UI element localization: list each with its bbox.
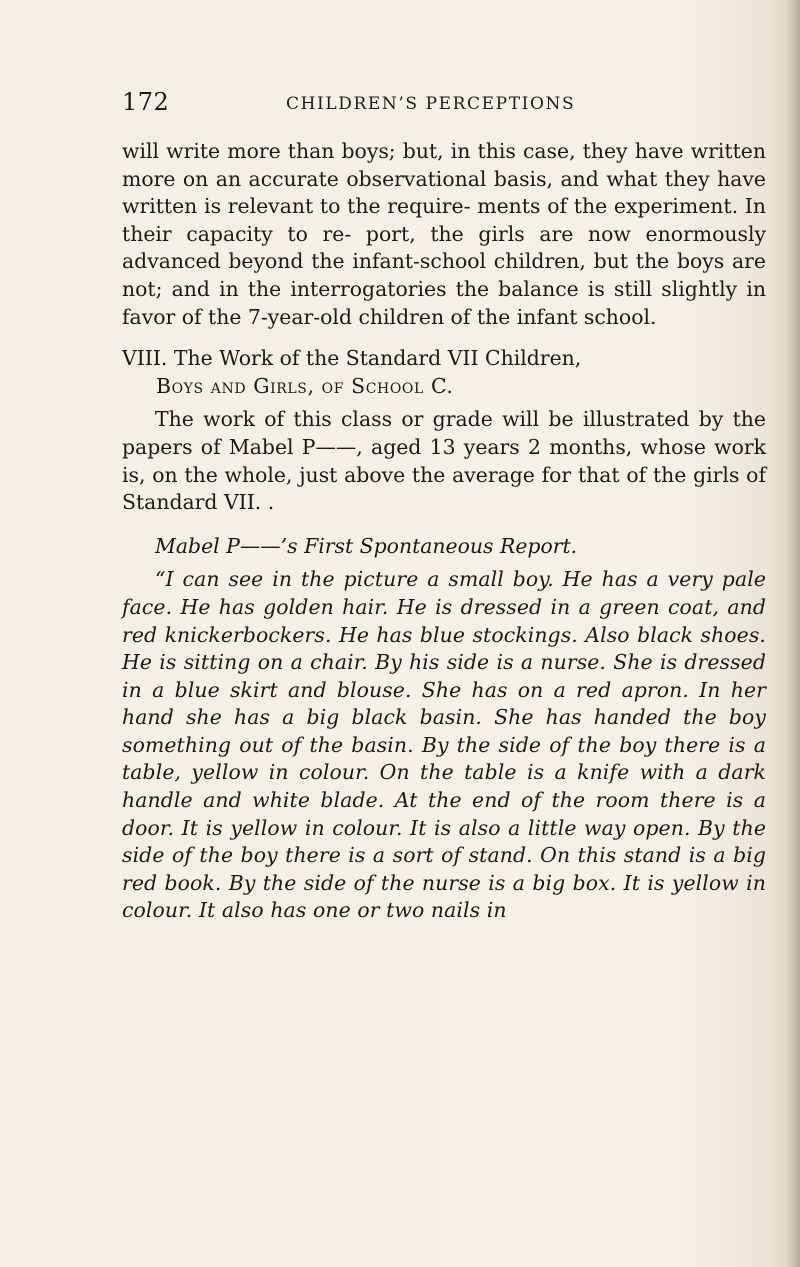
- section-heading-line-2: Boys and Girls, of School C.: [156, 373, 454, 398]
- report-title: Mabel P——’s First Spontaneous Report.: [155, 533, 578, 558]
- section-heading-line-1: VIII. The Work of the Standard VII Children,: [122, 346, 582, 371]
- running-head: [0, 88, 800, 128]
- paragraph-intro: The work of this class or grade will be illustrated by the papers of Mabel P——, aged 13 years 2 months, whose work is, on the whole, just above the average for that of the girls of Standard VII. .: [122, 407, 766, 515]
- report-text: “I can see in the picture a small boy. He has a very pale face. He has golden hair. He is dressed in a green coat, and red knickerbockers. He has blue stockings. Also black shoes. He is sitting on a chair. By his side is a nurse. She is dressed in a blue skirt and blouse. She has on a red apron. In her hand she has a big black basin. She has handed the boy something out of the basin. By the side of the boy there is a table, yellow in colour. On the table is a knife with a dark handle and white blade. At the end of the room there is a door. It is yellow in colour. It is also a little way open. By the side of the boy there is a sort of stand. On this stand is a big red book. By the side of the nurse is a big box. It is yellow in colour. It also has one or two nails in: [122, 567, 766, 923]
- page-number: 172: [122, 88, 170, 116]
- paragraph-continuation: will write more than boys; but, in this case, they have written more on an accurate observational basis, and what they have written is relevant to the require- ments of the experiment. In their capacity to re- port, the girls are now enormously advanced beyond the infant-school children, but the boys are not; and in the interrogatories the balance is still slightly in favor of the 7-year-old children of the infant school.: [122, 139, 766, 329]
- page-edge-shadow: [786, 0, 800, 1267]
- section-heading: [122, 345, 766, 400]
- running-title: CHILDREN’S PERCEPTIONS: [286, 94, 576, 114]
- page-body: [122, 138, 766, 925]
